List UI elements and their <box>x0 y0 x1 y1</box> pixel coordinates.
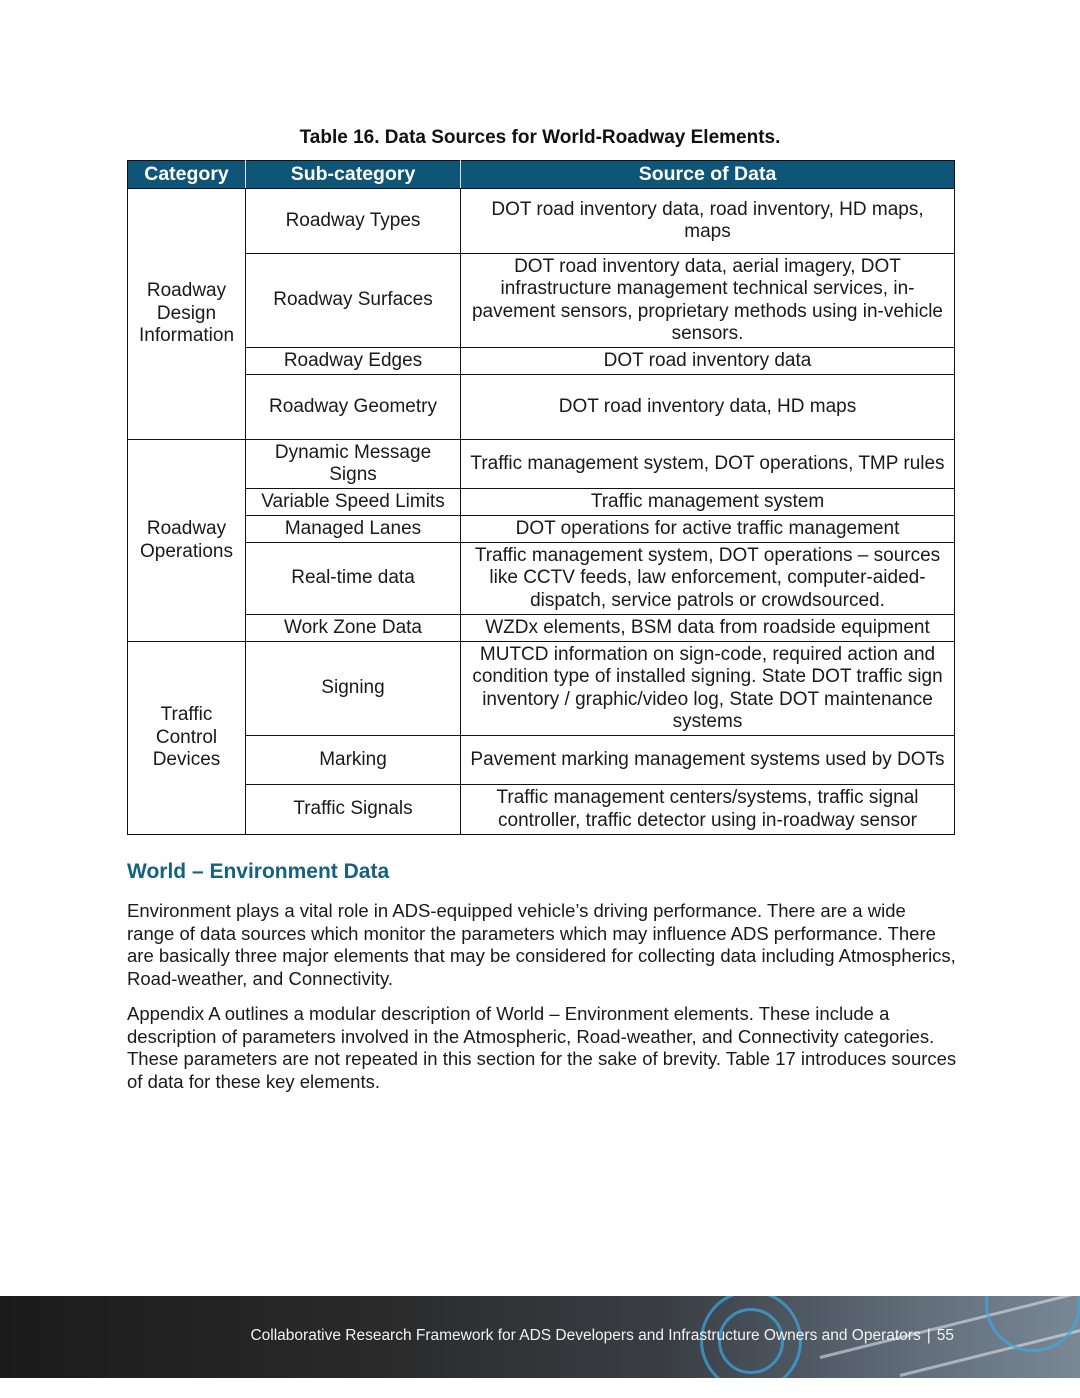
source-cell: Traffic management system, DOT operations, TMP rules <box>461 440 955 489</box>
sub-category-cell: Roadway Types <box>246 189 461 254</box>
table-row <box>128 516 955 543</box>
table-row <box>128 642 955 736</box>
source-cell: DOT road inventory data, HD maps <box>461 375 955 440</box>
data-sources-table <box>127 160 955 835</box>
page-number: 55 <box>936 1327 954 1344</box>
header-sub-category: Sub-category <box>246 161 461 189</box>
sub-category-cell: Real-time data <box>246 543 461 615</box>
sub-category-cell: Variable Speed Limits <box>246 489 461 516</box>
sub-category-cell: Roadway Geometry <box>246 375 461 440</box>
category-cell: Roadway Operations <box>128 440 246 642</box>
source-cell: WZDx elements, BSM data from roadside equipment <box>461 615 955 642</box>
footer-separator: | <box>926 1327 931 1344</box>
table-row <box>128 189 955 254</box>
footer-title: Collaborative Research Framework for ADS Developers and Infrastructure Owners and Operators <box>250 1327 921 1344</box>
sub-category-cell: Dynamic Message Signs <box>246 440 461 489</box>
source-cell: DOT operations for active traffic management <box>461 516 955 543</box>
sub-category-cell: Work Zone Data <box>246 615 461 642</box>
source-cell: DOT road inventory data <box>461 348 955 375</box>
header-category: Category <box>128 161 246 189</box>
table-row <box>128 348 955 375</box>
table-row <box>128 543 955 615</box>
table-row <box>128 489 955 516</box>
source-cell: Traffic management system <box>461 489 955 516</box>
source-cell: DOT road inventory data, aerial imagery, DOT infrastructure management technical services, in-pavement sensors, proprietary methods using in-vehicle sensors. <box>461 254 955 348</box>
category-cell: Traffic Control Devices <box>128 642 246 835</box>
source-cell: Pavement marking management systems used by DOTs <box>461 736 955 785</box>
footer-text <box>250 1327 954 1345</box>
section-heading: World – Environment Data <box>127 860 390 883</box>
sub-category-cell: Roadway Edges <box>246 348 461 375</box>
header-source: Source of Data <box>461 161 955 189</box>
table-header-row <box>128 161 955 189</box>
source-cell: Traffic management system, DOT operations – sources like CCTV feeds, law enforcement, computer-aided-dispatch, service patrols or crowdsourced. <box>461 543 955 615</box>
table-row <box>128 736 955 785</box>
table-title: Table 16. Data Sources for World-Roadway Elements. <box>299 127 781 148</box>
category-cell: Roadway Design Information <box>128 189 246 440</box>
sub-category-cell: Traffic Signals <box>246 785 461 835</box>
source-cell: MUTCD information on sign-code, required action and condition type of installed signing. State DOT traffic sign inventory / graphic/video log, State DOT maintenance systems <box>461 642 955 736</box>
source-cell: Traffic management centers/systems, traffic signal controller, traffic detector using in-roadway sensor <box>461 785 955 835</box>
sub-category-cell: Managed Lanes <box>246 516 461 543</box>
sensor-ring-icon <box>985 1296 1080 1352</box>
table-row <box>128 254 955 348</box>
paragraph: Appendix A outlines a modular description of World – Environment elements. These include a description of parameters involved in the Atmospheric, Road-weather, and Connectivity categories. These parameters are not repeated in this section for the sake of brevity. Table 17 introduces sources of data for these key elements. <box>127 1003 957 1092</box>
table-row <box>128 615 955 642</box>
table-row <box>128 785 955 835</box>
table-row <box>128 375 955 440</box>
table-row <box>128 440 955 489</box>
sub-category-cell: Signing <box>246 642 461 736</box>
paragraph: Environment plays a vital role in ADS-equipped vehicle’s driving performance. There are a wide range of data sources which monitor the parameters which may influence ADS performance. There are basically three major elements that may be considered for collecting data including Atmospherics, Road-weather, and Connectivity. <box>127 900 956 989</box>
source-cell: DOT road inventory data, road inventory, HD maps, maps <box>461 189 955 254</box>
sub-category-cell: Roadway Surfaces <box>246 254 461 348</box>
sub-category-cell: Marking <box>246 736 461 785</box>
